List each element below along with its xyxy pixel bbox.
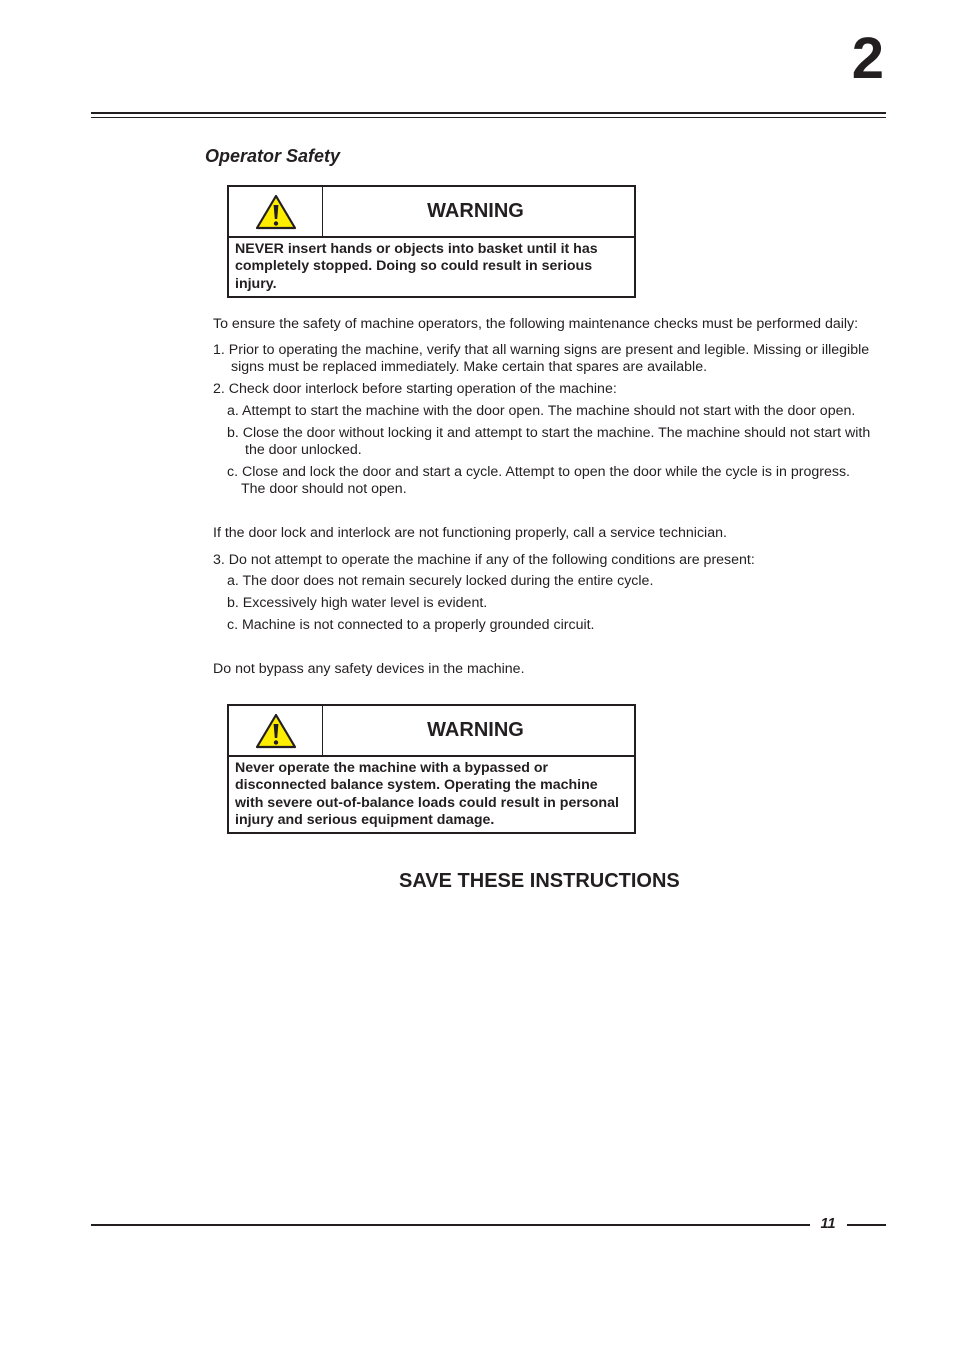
bypass-note: Do not bypass any safety devices in the machine. [213, 661, 525, 677]
warning-title: WARNING [427, 719, 524, 741]
footer-rule-right [847, 1224, 886, 1226]
warning-triangle-icon [255, 194, 297, 230]
intro-text: To ensure the safety of machine operators, the following maintenance checks must be performed daily: [213, 316, 859, 332]
list-item-3b: b. Excessively high water level is evident. [227, 595, 488, 611]
list-item-2c-cont: The door should not open. [241, 481, 407, 497]
list-item-2a: a. Attempt to start the machine with the door open. The machine should not start with the door open. [227, 403, 856, 419]
warning-box [227, 704, 636, 834]
section-title: Operator Safety [205, 146, 341, 166]
warning-title: WARNING [427, 200, 524, 222]
list-item-2b-cont: the door unlocked. [245, 442, 362, 458]
header-rule [91, 112, 886, 114]
footer-rule [91, 1224, 810, 1226]
list-item-2: 2. Check door interlock before starting operation of the machine: [213, 381, 617, 397]
header-rule-thin [91, 117, 886, 118]
list-item-3a: a. The door does not remain securely locked during the entire cycle. [227, 573, 654, 589]
warning-header [229, 187, 634, 238]
list-item-3c: c. Machine is not connected to a properly grounded circuit. [227, 617, 595, 633]
warning-text: NEVER insert hands or objects into basket until it has completely stopped. Doing so could result in serious injury. [235, 241, 598, 292]
warning-box [227, 185, 636, 298]
page-number: 11 [820, 1216, 836, 1232]
warning-text: Never operate the machine with a bypassed or disconnected balance system. Operating the machine with severe out-of-balance loads could result in personal injury and serious equipment damage. [235, 760, 619, 828]
list-item-3: 3. Do not attempt to operate the machine if any of the following conditions are present: [213, 552, 755, 568]
chapter-number: 2 [851, 26, 884, 91]
warning-icon-cell [229, 706, 323, 755]
list-item-2c: c. Close and lock the door and start a cycle. Attempt to open the door while the cycle is in progress. [227, 464, 851, 480]
list-item-1: 1. Prior to operating the machine, verify that all warning signs are present and legible. Missing or illegible [213, 342, 870, 358]
list-item-2b: b. Close the door without locking it and attempt to start the machine. The machine should not start with [227, 425, 871, 441]
interlock-note: If the door lock and interlock are not functioning properly, call a service technician. [213, 525, 727, 541]
warning-triangle-icon [255, 713, 297, 749]
save-instructions-heading: SAVE THESE INSTRUCTIONS [399, 870, 680, 892]
warning-header [229, 706, 634, 757]
list-item-1-cont: signs must be replaced immediately. Make certain that spares are available. [231, 359, 708, 375]
warning-icon-cell [229, 187, 323, 236]
